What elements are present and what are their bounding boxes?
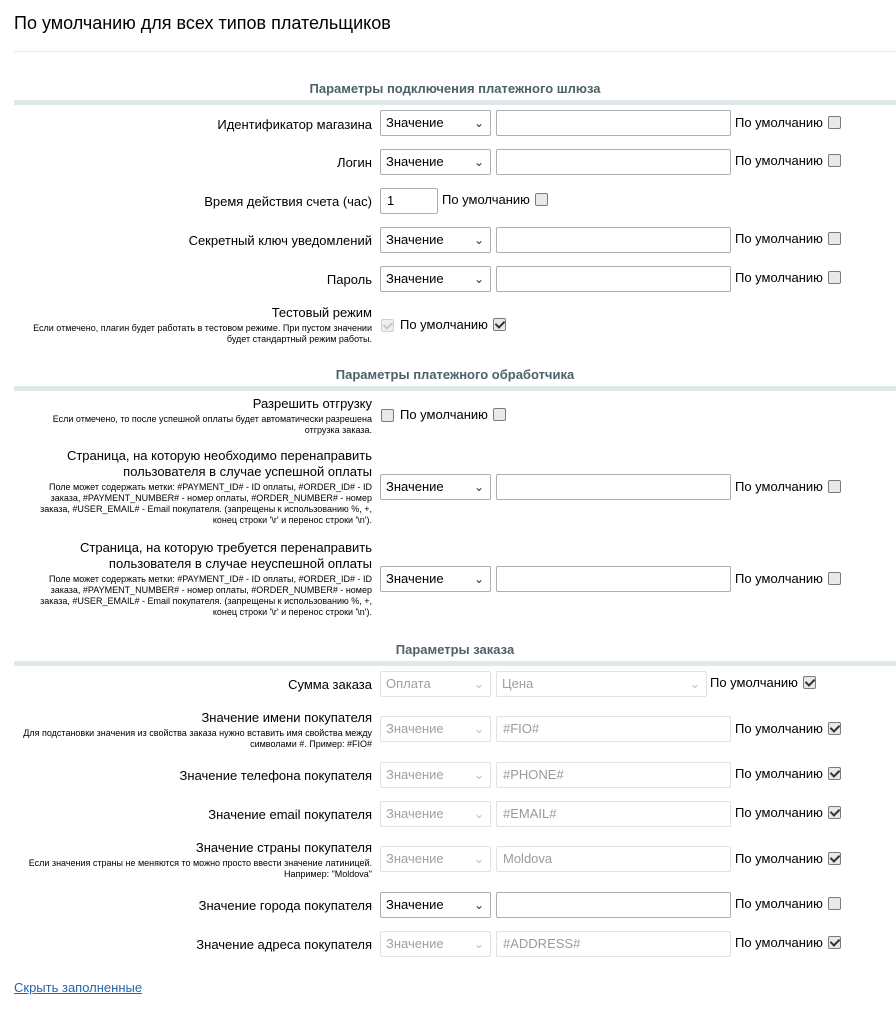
default-checkbox[interactable] [828,722,841,735]
buyer-city-input[interactable] [496,892,731,918]
buyer-name-label [12,710,372,750]
buyer-address-default [735,935,841,950]
default-label: По умолчанию [735,896,823,911]
order-sum-label: Сумма заказа [288,677,372,692]
default-checkbox[interactable] [828,806,841,819]
default-checkbox[interactable] [828,271,841,284]
default-label: По умолчанию [735,270,823,285]
hide-filled-link[interactable]: Скрыть заполненные [14,980,143,995]
select-value: Оплата [386,676,431,691]
chevron-down-icon: ⌄ [473,572,484,586]
login-source-select[interactable] [380,149,491,175]
section-divider [14,100,896,105]
chevron-down-icon: ⌄ [473,272,484,286]
buyer-name-description: Для подстановки значения из свойства заказа нужно вставить имя свойства между символами #. Пример: #FIO# [23,728,372,749]
secret-key-label: Секретный ключ уведомлений [188,233,372,248]
chevron-down-icon: ⌄ [473,807,484,821]
chevron-down-icon: ⌄ [473,852,484,866]
chevron-down-icon: ⌄ [473,155,484,169]
buyer-city-label: Значение города покупателя [198,898,372,913]
password-label: Пароль [326,272,372,287]
select-value: Значение [386,721,444,736]
chevron-down-icon: ⌄ [473,768,484,782]
chevron-down-icon: ⌄ [473,233,484,247]
default-checkbox[interactable] [828,897,841,910]
buyer-phone-source-select[interactable] [380,762,491,788]
select-value: Значение [386,571,444,586]
section-title-order: Параметры заказа [395,642,515,657]
select-value: Значение [386,936,444,951]
default-label: По умолчанию [735,115,823,130]
secret-key-source-select[interactable] [380,227,491,253]
section-title-handler: Параметры платежного обработчика [335,367,575,382]
login-default [735,153,841,168]
buyer-country-title: Значение страны покупателя [195,840,372,855]
expiry-input[interactable]: 1 [380,188,438,214]
buyer-phone-input[interactable]: #PHONE# [496,762,731,788]
test-mode-checkbox[interactable] [381,319,394,332]
buyer-phone-default [735,766,841,781]
select-value: Значение [386,271,444,286]
select-value: Цена [502,676,534,691]
fail-page-input[interactable] [496,566,731,592]
buyer-country-description: Если значения страны не меняются то можно просто ввести значение латиницей. Например: "Moldova" [28,858,372,879]
success-page-default [735,479,841,494]
expiry-default [442,192,548,207]
success-page-input[interactable] [496,474,731,500]
success-page-title: Страница, на которую необходимо перенаправить пользователя в случае успешной оплаты [66,448,372,479]
buyer-name-source-select[interactable] [380,716,491,742]
shop-id-input[interactable] [496,110,731,136]
expiry-label: Время действия счета (час) [204,194,372,209]
default-label: По умолчанию [735,571,823,586]
default-checkbox[interactable] [828,116,841,129]
default-label: По умолчанию [400,317,488,332]
buyer-address-label: Значение адреса покупателя [196,937,372,952]
buyer-phone-label: Значение телефона покупателя [179,768,372,783]
test-mode-label [32,305,372,345]
default-checkbox[interactable] [493,318,506,331]
shop-id-label: Идентификатор магазина [217,117,372,132]
default-checkbox[interactable] [828,852,841,865]
shop-id-default [735,115,841,130]
default-label: По умолчанию [442,192,530,207]
select-value: Значение [386,806,444,821]
section-divider [14,661,896,666]
secret-key-default [735,231,841,246]
buyer-city-source-select[interactable] [380,892,491,918]
default-checkbox[interactable] [828,480,841,493]
default-label: По умолчанию [735,153,823,168]
buyer-country-default [735,851,841,866]
default-label: По умолчанию [400,407,488,422]
default-checkbox[interactable] [828,154,841,167]
test-mode-description: Если отмечено, плагин будет работать в тестовом режиме. При пустом значении будет стандартный режим работы. [33,323,372,344]
title-divider [14,51,896,52]
default-checkbox[interactable] [828,572,841,585]
chevron-down-icon: ⌄ [689,677,700,691]
default-label: По умолчанию [735,851,823,866]
buyer-email-input[interactable]: #EMAIL# [496,801,731,827]
default-checkbox[interactable] [493,408,506,421]
select-value: Значение [386,115,444,130]
default-label: По умолчанию [710,675,798,690]
allow-shipping-description: Если отмечено, то после успешной оплаты будет автоматически разрешена отгрузка заказа. [52,414,372,435]
success-page-description: Поле может содержать метки: #PAYMENT_ID# - ID оплаты, #ORDER_ID# - ID заказа, #PAYMENT_NUMBER# - номер оплаты, #ORDER_NUMBER# - номер заказа, #USER_EMAIL# - Email покупателя. (запрещены к использованию %, +, конец строки '\r' и перенос строки '\n'). [40,482,372,525]
allow-shipping-label [52,396,372,436]
select-value: Значение [386,897,444,912]
select-value: Значение [386,767,444,782]
login-label: Логин [337,155,372,170]
default-label: По умолчанию [735,766,823,781]
buyer-address-input[interactable]: #ADDRESS# [496,931,731,957]
allow-shipping-value [376,408,394,423]
fail-page-label [22,540,372,618]
buyer-email-label: Значение email покупателя [208,807,372,822]
allow-shipping-default [400,407,506,422]
password-source-select[interactable] [380,266,491,292]
select-value: Значение [386,851,444,866]
order-sum-default [710,675,816,690]
buyer-city-default [735,896,841,911]
password-input[interactable] [496,266,731,292]
chevron-down-icon: ⌄ [473,937,484,951]
buyer-country-source-select[interactable] [380,846,491,872]
shop-id-source-select[interactable] [380,110,491,136]
login-input[interactable] [496,149,731,175]
fail-page-description: Поле может содержать метки: #PAYMENT_ID# - ID оплаты, #ORDER_ID# - ID заказа, #PAYMENT_NUMBER# - номер оплаты, #ORDER_NUMBER# - номер заказа, #USER_EMAIL# - Email покупателя. (запрещены к использованию %, +, конец строки '\r' и перенос строки '\n'). [40,574,372,617]
default-checkbox[interactable] [828,232,841,245]
order-sum-source-select[interactable] [380,671,491,697]
select-value: Значение [386,479,444,494]
test-mode-default [400,317,506,332]
buyer-email-default [735,805,841,820]
default-checkbox[interactable] [828,767,841,780]
chevron-down-icon: ⌄ [473,116,484,130]
buyer-name-default [735,721,841,736]
default-label: По умолчанию [735,721,823,736]
test-mode-value [376,318,394,333]
buyer-country-input[interactable]: Moldova [496,846,731,872]
default-label: По умолчанию [735,805,823,820]
allow-shipping-checkbox[interactable] [381,409,394,422]
buyer-email-source-select[interactable] [380,801,491,827]
secret-key-input[interactable] [496,227,731,253]
default-label: По умолчанию [735,479,823,494]
chevron-down-icon: ⌄ [473,898,484,912]
default-label: По умолчанию [735,231,823,246]
select-value: Значение [386,232,444,247]
fail-page-default [735,571,841,586]
select-value: Значение [386,154,444,169]
default-label: По умолчанию [735,935,823,950]
section-divider [14,386,896,391]
default-checkbox[interactable] [535,193,548,206]
fail-page-source-select[interactable] [380,566,491,592]
chevron-down-icon: ⌄ [473,677,484,691]
default-checkbox[interactable] [803,676,816,689]
default-checkbox[interactable] [828,936,841,949]
success-page-label [22,448,372,526]
buyer-name-title: Значение имени покупателя [201,710,372,725]
page-title: По умолчанию для всех типов плательщиков [14,13,391,33]
order-sum-field-select[interactable] [496,671,707,697]
chevron-down-icon: ⌄ [473,722,484,736]
password-default [735,270,841,285]
allow-shipping-title: Разрешить отгрузку [252,396,372,411]
test-mode-title: Тестовый режим [271,305,372,320]
buyer-country-label [22,840,372,880]
buyer-address-source-select[interactable] [380,931,491,957]
fail-page-title: Страница, на которую требуется перенаправить пользователя в случае неуспешной оплаты [80,540,372,571]
chevron-down-icon: ⌄ [473,480,484,494]
success-page-source-select[interactable] [380,474,491,500]
section-title-gateway: Параметры подключения платежного шлюза [309,81,601,96]
buyer-name-input[interactable]: #FIO# [496,716,731,742]
